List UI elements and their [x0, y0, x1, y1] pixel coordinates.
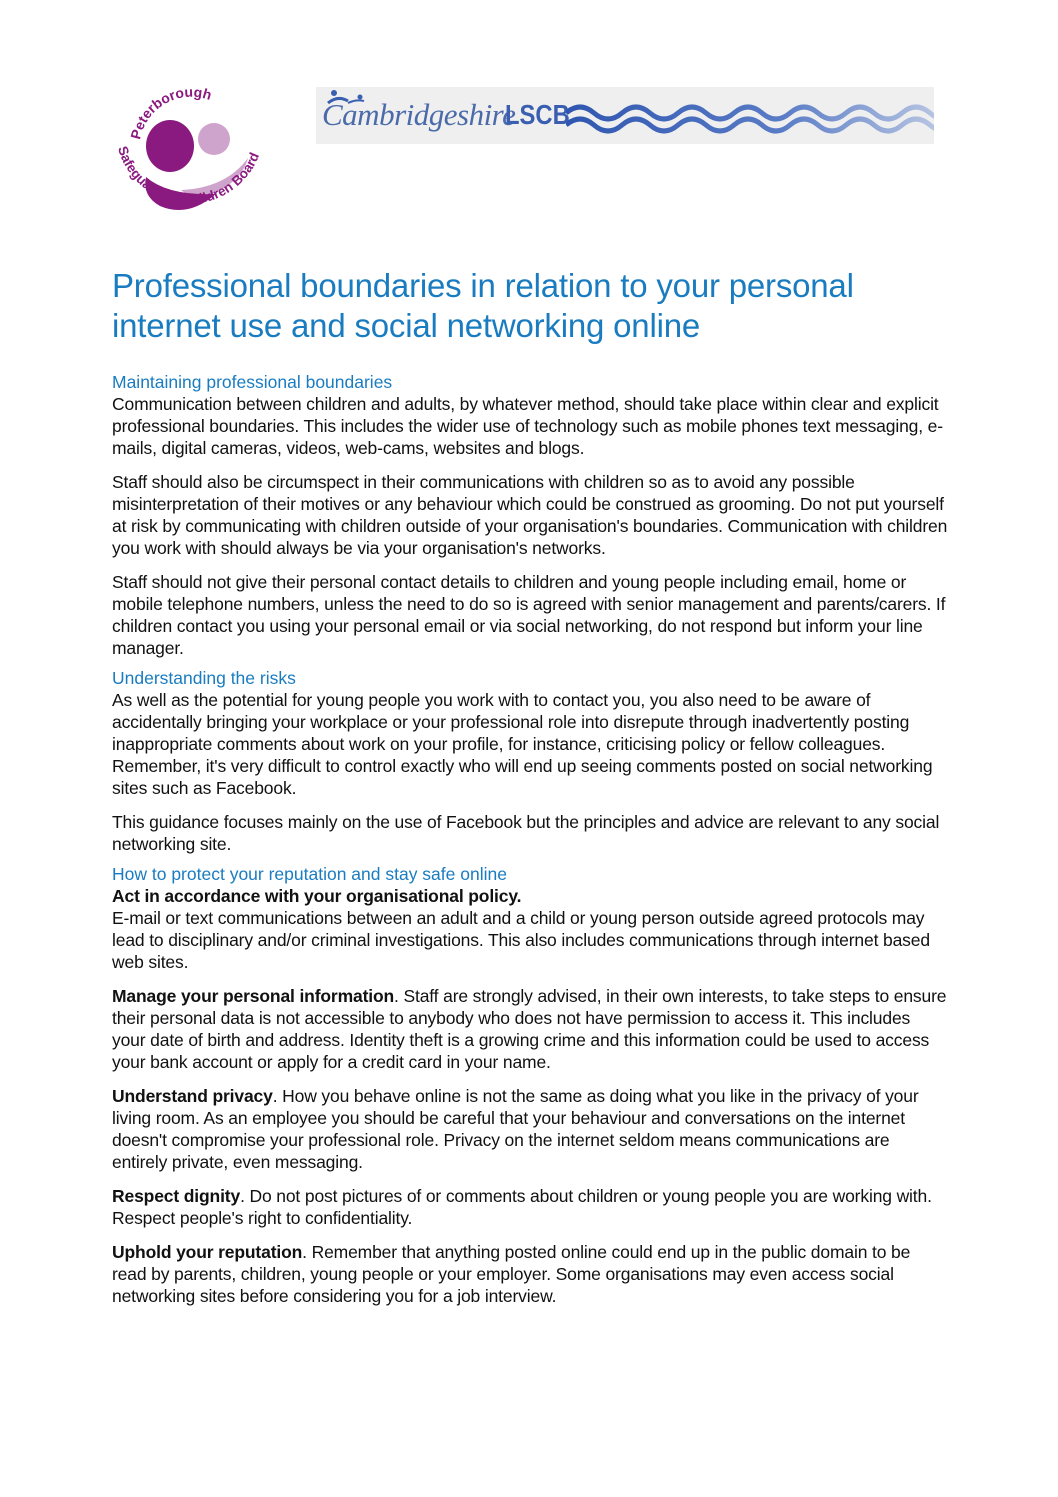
paragraph: Staff should not give their personal contact details to children and young people including email, home or mobile telephone numbers, unless the need to do so is agreed with senior management and parents/carers. If children contact you using your personal email or via social networking, do not respond but inform your line manager.	[112, 572, 946, 658]
advice-item-text: . Remember that anything posted online could end up in the public domain to be read by parents, children, young people or your employer. Some organisations may even access social networking sites before considering you for a job interview.	[112, 1242, 911, 1306]
paragraph: Staff should also be circumspect in their communications with children so as to avoid any possible misinterpretation of their motives or any behaviour which could be construed as grooming. Do not put yourself at risk by communicating with children outside of your organisation's boundaries. Communication with children you work with should always be via your organisation's networks.	[112, 472, 948, 558]
logo-bottom-text: Safeguarding Children Board	[115, 144, 263, 207]
page-title: Professional boundaries in relation to your personal internet use and social networking online	[112, 267, 854, 344]
paragraph: As well as the potential for young people you work with to contact you, you also need to be aware of accidentally bringing your workplace or your professional role into disrepute through inadvertently posting inappropriate comments about work on your profile, for instance, criticising policy or fellow colleagues. Remember, it's very difficult to control exactly who will end up seeing comments posted on social networking sites such as Facebook.	[112, 690, 933, 798]
cambridgeshire-lscb-banner	[316, 87, 934, 144]
section-heading-understanding-risks: Understanding the risks	[112, 668, 296, 688]
policy-lead: Act in accordance with your organisational policy.	[112, 886, 522, 906]
advice-item-privacy	[112, 1085, 948, 1173]
section-heading-maintaining-boundaries: Maintaining professional boundaries	[112, 372, 393, 392]
advice-item-text: . How you behave online is not the same as doing what you like in the privacy of your living room. As an employee you should be careful that your behaviour and conversations on the internet doesn't compromise your professional role. Privacy on the internet seldom means communications are entirely private, even messaging.	[112, 1086, 919, 1172]
advice-item-reputation	[112, 1241, 948, 1307]
lscb-bold-text: LSCB	[505, 99, 570, 130]
peterborough-safeguarding-logo	[108, 78, 273, 243]
advice-item-personal-information	[112, 985, 948, 1073]
advice-item-title: Understand privacy	[112, 1086, 273, 1106]
lscb-script-text: Cambridgeshire	[322, 97, 516, 132]
advice-item-text: . Staff are strongly advised, in their own interests, to take steps to ensure their personal data is not accessible to anybody who does not have permission to access it. This includes your date of birth and address. Identity theft is a growing crime and this information could be used to access your bank account or apply for a credit card in your name.	[112, 986, 947, 1072]
paragraph: E-mail or text communications between an adult and a child or young person outside agreed protocols may lead to disciplinary and/or criminal investigations. This also includes communications through internet based web sites.	[112, 908, 930, 972]
document-body	[112, 266, 948, 1319]
advice-item-title: Manage your personal information	[112, 986, 395, 1006]
advice-item-title: Uphold your reputation	[112, 1242, 303, 1262]
advice-item-title: Respect dignity	[112, 1186, 241, 1206]
section-heading-protect-reputation: How to protect your reputation and stay safe online	[112, 864, 507, 884]
advice-item-text: . Do not post pictures of or comments about children or young people you are working with. Respect people's right to confidentiality.	[112, 1186, 932, 1228]
logo-top-text: Peterborough	[127, 83, 214, 141]
paragraph: This guidance focuses mainly on the use of Facebook but the principles and advice are relevant to any social networking site.	[112, 812, 940, 854]
paragraph: Communication between children and adults, by whatever method, should take place within clear and explicit professional boundaries. This includes the wider use of technology such as mobile phones text messaging, e-mails, digital cameras, videos, web-cams, websites and blogs.	[112, 394, 943, 458]
advice-item-dignity	[112, 1185, 948, 1229]
waves-icon	[566, 97, 934, 137]
peterborough-logo-graphic-icon	[108, 78, 273, 243]
